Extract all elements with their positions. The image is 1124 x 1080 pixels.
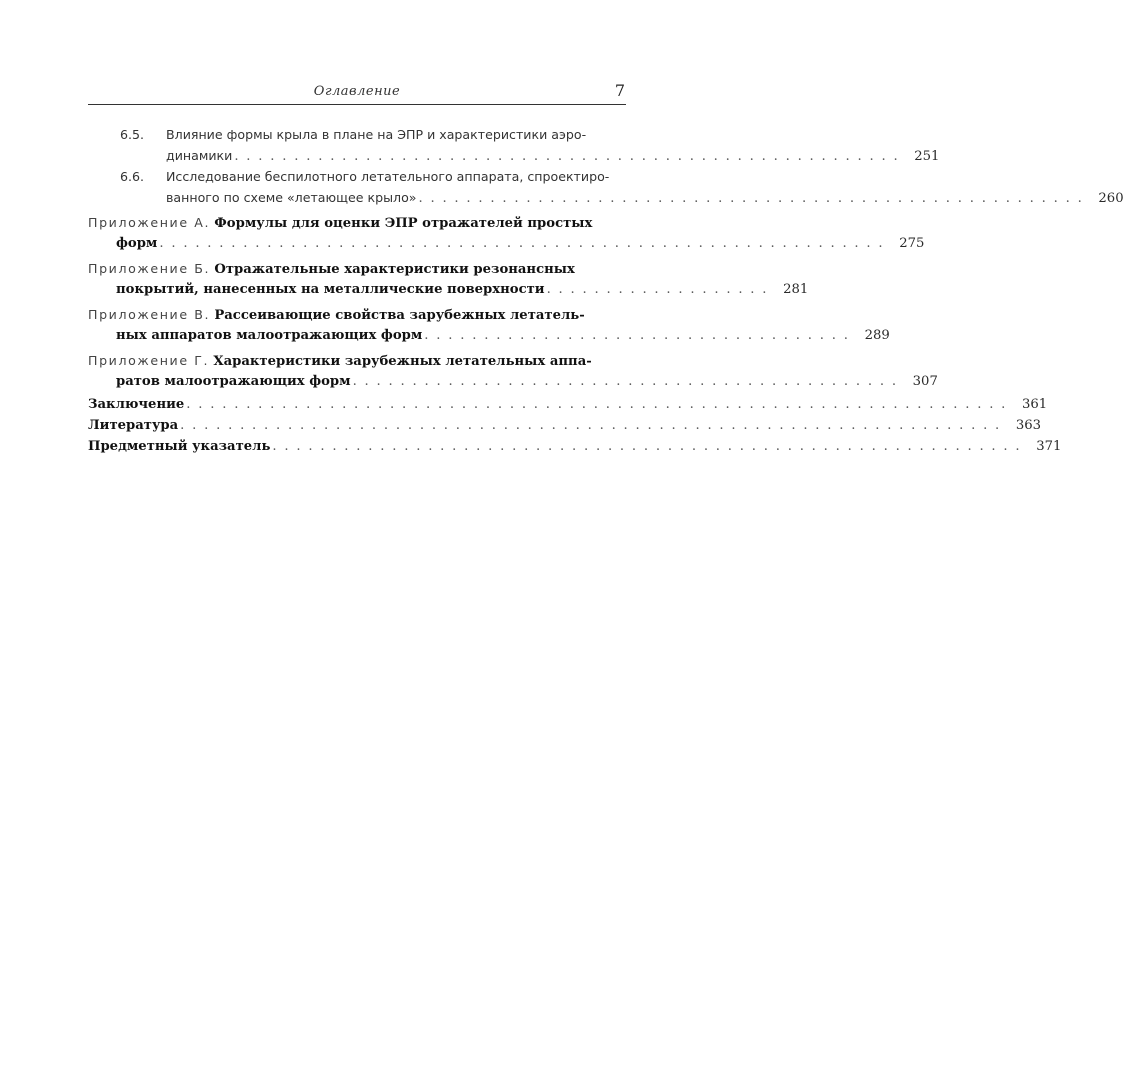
dot-leader: . . . . . . . . . . . . . . . . . . . xyxy=(546,282,769,297)
dot-leader: . . . . . . . . . . . . . . . . . . . . . . . . . . . . . . . . . . . . . . . . . . . . . . . . . . . . . . . . . . . . . . . . . . . . . xyxy=(186,397,1008,412)
appendix-prefix: Приложение Г. xyxy=(88,353,210,368)
entry-title-line1: Рассеивающие свойства зарубежных летатель- xyxy=(214,308,585,323)
dot-leader: . . . . . . . . . . . . . . . . . . . . . . . . . . . . . . . . . . . . . . . . . . . . . . . . . . . . . . . . xyxy=(418,191,1084,206)
entry-title-line1: Исследование беспилотного летательного аппарата, спроектиро- xyxy=(166,169,610,184)
page-ref: 260 xyxy=(1098,191,1124,206)
page-ref: 251 xyxy=(914,149,940,164)
toc-entry-appendix-a[interactable] xyxy=(88,212,925,254)
toc-entry-literature[interactable] xyxy=(88,415,1042,436)
page-ref: 363 xyxy=(1015,418,1042,433)
entry-title-line1: Формулы для оценки ЭПР отражателей простых xyxy=(214,216,593,231)
page-ref: 361 xyxy=(1022,397,1048,412)
dot-leader: . . . . . . . . . . . . . . . . . . . . . . . . . . . . . . . . . . . . . . . . . . . . . . . . . . . . . . . . . . . . . . . . . . . . . xyxy=(180,418,1002,433)
toc-entry-subject-index[interactable] xyxy=(88,436,1062,457)
toc-entry-appendix-v[interactable] xyxy=(88,304,890,346)
entry-title-line2: форм xyxy=(116,236,158,251)
entry-title-line1: Характеристики зарубежных летательных аппа- xyxy=(213,354,592,369)
appendix-prefix: Приложение А. xyxy=(88,215,211,230)
entry-title-line2: ных аппаратов малоотражающих форм xyxy=(116,328,423,343)
entry-title: Предметный указатель xyxy=(88,439,271,454)
entry-title-line2: ванного по схеме «летающее крыло» xyxy=(166,190,417,205)
dot-leader: . . . . . . . . . . . . . . . . . . . . . . . . . . . . . . . . . . . . . . . . . . . . . . . . . . . . . . . . . . . . . . . xyxy=(272,439,1022,454)
section-number: 6.6. xyxy=(120,169,145,184)
dot-leader: . . . . . . . . . . . . . . . . . . . . . . . . . . . . . . . . . . . . xyxy=(424,328,850,343)
page-ref: 275 xyxy=(899,236,925,251)
entry-title-line2: покрытий, нанесенных на металлические поверхности xyxy=(116,282,545,297)
dot-leader: . . . . . . . . . . . . . . . . . . . . . . . . . . . . . . . . . . . . . . . . . . . . . . xyxy=(352,374,898,389)
appendix-prefix: Приложение Б. xyxy=(88,261,211,276)
page-ref: 371 xyxy=(1036,439,1062,454)
entry-title-line1: Отражательные характеристики резонансных xyxy=(214,262,575,277)
page-ref: 307 xyxy=(912,374,938,389)
toc-entry-appendix-g[interactable] xyxy=(88,350,938,392)
toc-entry-conclusion[interactable] xyxy=(88,394,1048,415)
appendix-prefix: Приложение В. xyxy=(88,307,211,322)
entry-title-line1: Влияние формы крыла в плане на ЭПР и характеристики аэро- xyxy=(166,127,587,142)
toc-entry-appendix-b[interactable] xyxy=(88,258,809,300)
entry-title-line2: динамики xyxy=(166,148,233,163)
toc-entry-6-5[interactable] xyxy=(120,124,940,166)
section-number: 6.5. xyxy=(120,127,145,142)
entry-title: Литература xyxy=(88,418,179,433)
dot-leader: . . . . . . . . . . . . . . . . . . . . . . . . . . . . . . . . . . . . . . . . . . . . . . . . . . . . . . . . xyxy=(234,149,900,164)
page-ref: 281 xyxy=(783,282,809,297)
page-ref: 289 xyxy=(864,328,890,343)
dot-leader: . . . . . . . . . . . . . . . . . . . . . . . . . . . . . . . . . . . . . . . . . . . . . . . . . . . . . . . . . . . . . xyxy=(159,236,885,251)
toc-entry-6-6[interactable] xyxy=(120,166,1124,208)
entry-title-line2: ратов малоотражающих форм xyxy=(116,374,351,389)
running-header xyxy=(88,81,626,105)
header-title: Оглавление xyxy=(313,84,401,99)
page-number: 7 xyxy=(614,81,625,100)
entry-title: Заключение xyxy=(88,397,185,412)
